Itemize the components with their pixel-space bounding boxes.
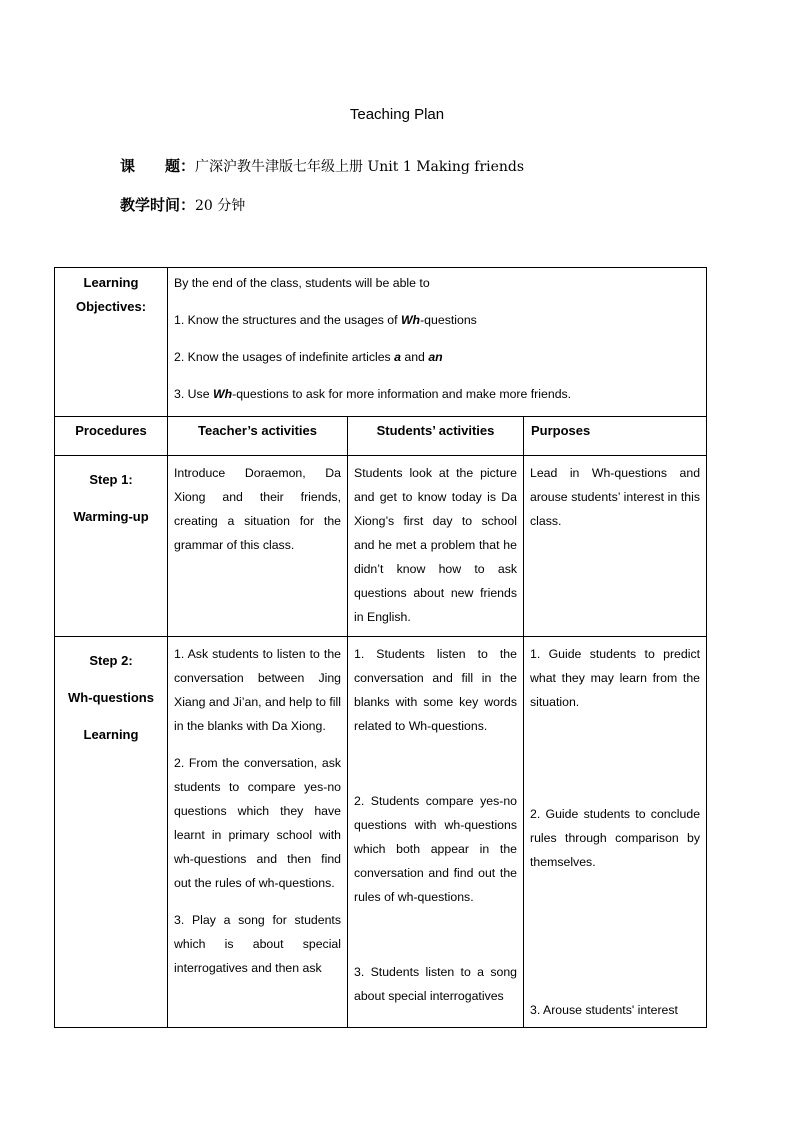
header-procedures: Procedures (55, 417, 168, 456)
step2-teacher-1: 1. Ask students to listen to the conversation between Jing Xiang and Ji’an, and help to fill in the blanks with Da Xiong. (174, 647, 341, 733)
document-title: Teaching Plan (349, 106, 445, 123)
step1-row (55, 456, 707, 637)
step2-purpose-2: 2. Guide students to conclude rules through comparison by themselves. (530, 807, 701, 869)
time-label: 教学时间： (120, 196, 196, 214)
objective-item-2: 2. Know the usages of indefinite articles a and an (174, 350, 443, 364)
objective-item-1: 1. Know the structures and the usages of Wh-questions (174, 313, 477, 327)
step2-purpose-1: 1. Guide students to predict what they may learn from the situation. (530, 647, 701, 709)
objectives-row (55, 268, 707, 417)
step2-teacher-2: 2. From the conversation, ask students to compare yes-no questions which they have learnt in primary school with wh-questions and then find out the rules of wh-questions. (174, 756, 341, 890)
step2-students-2: 2. Students compare yes-no questions with wh-questions which both appear in the conversation and find out the rules of wh-questions. (354, 794, 517, 904)
time-value: 20 分钟 (195, 198, 246, 214)
step2-purpose (524, 637, 707, 1028)
lesson-label-b: 题： (165, 157, 196, 175)
lesson-line (120, 155, 524, 176)
lesson-label-a: 课 (120, 157, 136, 175)
header-row (55, 417, 707, 456)
step1-teacher: Introduce Doraemon, Da Xiong and their friends, creating a situation for the grammar of this class. (168, 456, 348, 637)
step2-students (348, 637, 524, 1028)
objectives-intro: By the end of the class, students will be able to (174, 276, 430, 290)
header-purposes: Purposes (524, 417, 707, 456)
step2-students-1: 1. Students listen to the conversation and fill in the blanks with some key words related to Wh-questions. (354, 647, 517, 733)
teaching-plan-table (54, 267, 707, 1028)
step2-teacher (168, 637, 348, 1028)
header-students-activities: Students’ activities (348, 417, 524, 456)
objective-item-3: 3. Use Wh-questions to ask for more information and make more friends. (174, 387, 572, 401)
step2-students-3: 3. Students listen to a song about special interrogatives (354, 965, 517, 1003)
step1-students: Students look at the picture and get to know today is Da Xiong’s first day to school and he met a problem that he didn’t know how to ask questions about new friends in English. (348, 456, 524, 637)
step2-purpose-3: 3. Arouse students' interest (530, 1003, 678, 1017)
lesson-value: 广深沪教牛津版七年级上册 Unit 1 Making friends (195, 159, 525, 175)
time-line (120, 194, 245, 215)
step1-purpose: Lead in Wh-questions and arouse students’ interest in this class. (524, 456, 707, 637)
objectives-heading: Learning Objectives: (55, 268, 168, 417)
step2-row (55, 637, 707, 1028)
step2-label: Step 2: Wh-questions Learning (55, 637, 168, 1028)
step1-label: Step 1: Warming-up (55, 456, 168, 637)
header-teacher-activities: Teacher’s activities (168, 417, 348, 456)
objectives-content (168, 268, 707, 417)
step2-teacher-3: 3. Play a song for students which is about special interrogatives and then ask (174, 913, 341, 975)
